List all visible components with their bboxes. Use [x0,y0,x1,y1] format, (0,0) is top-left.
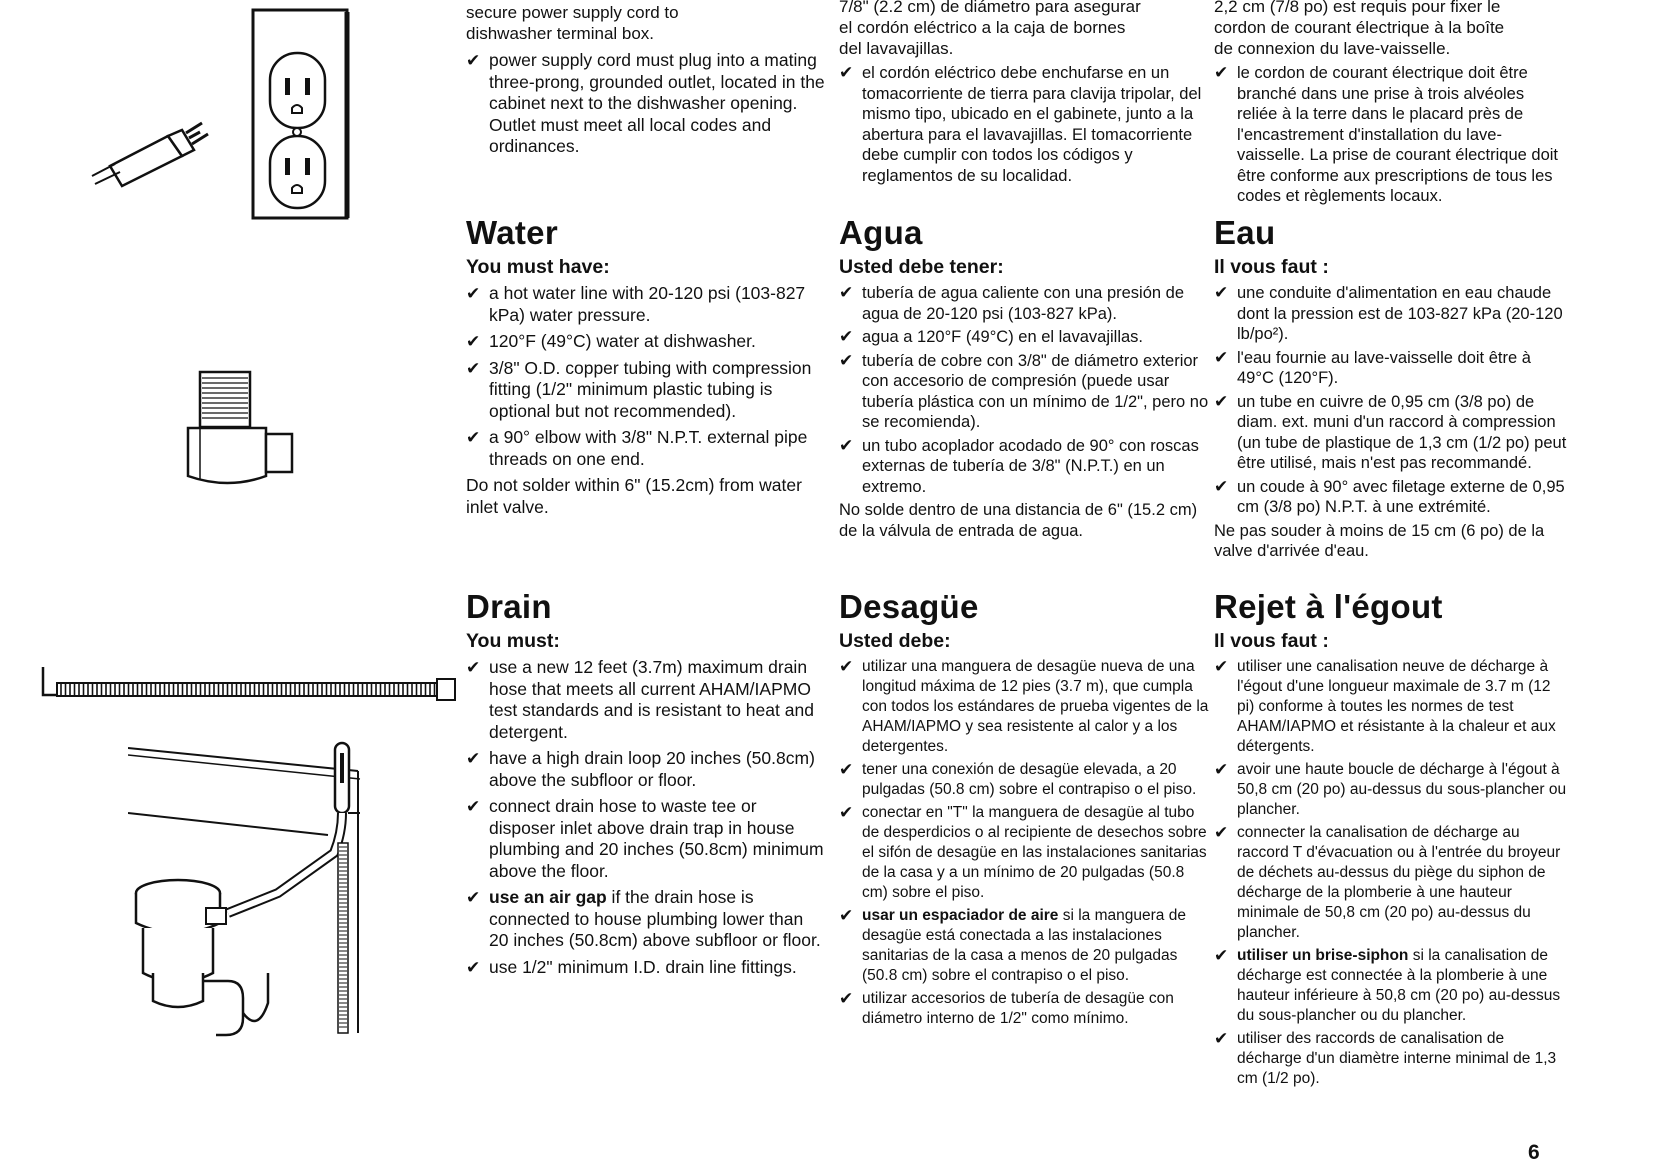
list-item: ✔ un tubo acoplador acodado de 90° con roscas externas de tubería de 3/8" (N.P.T.) en un extremo. [839,436,1209,498]
spanish-top-line: el cordón eléctrico a la caja de bornes [839,18,1126,37]
drain-heading: Desagüe [839,588,979,625]
water-heading: Eau [1214,214,1276,251]
english-top-line: secure power supply cord to [466,3,679,22]
list-item: ✔ un coude à 90° avec filetage externe de 0,95 cm (3/8 po) N.P.T. à une extrémité. [1214,477,1569,518]
list-item: ✔ utilizar una manguera de desagüe nueva de una longitud máxima de 12 pies (3.7 m), que cumpla con todos los estándares de prueba vigentes de la AHAM/IAPMO y sea resistente al calor y a los detergentes. [839,657,1209,757]
english-top-line: dishwasher terminal box. [466,24,655,43]
air-gap-emphasis: use an air gap [489,887,607,907]
water-subheading: Usted debe tener: [839,256,1004,278]
air-gap-text: if the drain hose is connected to house plumbing lower than 20 inches (50.8cm) above subfloor or floor. [489,887,821,950]
spanish-outlet-item: ✔ el cordón eléctrico debe enchufarse en un tomacorriente de tierra para clavija tripolar, del mismo tipo, ubicado en el gabinete, junto a la abertura para el lavavajillas. El tomacorriente debe cumplir con todos los códigos y reglamentos de su localidad. [839,63,1209,186]
french-top-line: cordon de courant électrique à la boîte [1214,18,1505,37]
drain-hose-illustration [35,663,460,708]
solder-note: Do not solder within 6" (15.2cm) from water inlet valve. [466,475,802,517]
drain-subheading: Il vous faut : [1214,630,1329,652]
list-item: ✔ use a new 12 feet (3.7m) maximum drain hose that meets all current AHAM/IAPMO test standards and is resistant to heat and detergent. [466,657,826,743]
drain-subheading: Usted debe: [839,630,951,652]
list-item: ✔ tubería de agua caliente con una presión de agua de 20-120 psi (103-827 kPa). [839,283,1209,324]
list-item: ✔ tubería de cobre con 3/8" de diámetro exterior con accesorio de compresión (puede usar tubería plástica con un mínimo de 1/2", pero no se recomienda). [839,351,1209,433]
french-water-section [1214,214,1569,562]
french-drain-section [1214,588,1569,1092]
list-item: ✔ l'eau fournie au lave-vaisselle doit être à 49°C (120°F). [1214,348,1569,389]
list-item [466,887,826,952]
air-gap-emphasis: usar un espaciador de aire [862,907,1059,924]
list-item: ✔ a 90° elbow with 3/8" N.P.T. external pipe threads on one end. [466,427,826,470]
drain-heading: Rejet à l'égout [1214,588,1443,625]
spanish-top-line: 7/8" (2.2 cm) de diámetro para asegurar [839,0,1141,16]
water-subheading: You must have: [466,256,610,278]
list-item: ✔ a hot water line with 20-120 psi (103-827 kPa) water pressure. [466,283,826,326]
spanish-top-line: del lavavajillas. [839,39,954,58]
french-top-line: de connexion du lave-vaisselle. [1214,39,1451,58]
drain-subheading: You must: [466,630,560,652]
water-heading: Agua [839,214,923,251]
air-gap-emphasis: utiliser un brise-siphon [1237,947,1409,964]
french-outlet-item: ✔ le cordon de courant électrique doit être branché dans une prise à trois alvéoles reliée à la terre dans le placard près de l'encastrement d'installation du lave-vaisselle. La prise de courant électrique doit être conforme aux prescriptions de tous les codes et règlements locaux. [1214,63,1569,207]
list-item: ✔ connecter la canalisation de décharge au raccord T d'évacuation ou à l'entrée du broyeur de déchets au-dessus du piège du siphon de décharge de la plomberie à une hauteur minimale de 50,8 cm (20 po) au-dessus du plancher. [1214,823,1569,943]
list-item: ✔ un tube en cuivre de 0,95 cm (3/8 po) de diam. ext. muni d'un raccord à compression (un tube de plastique de 1,3 cm (1/2 po) peut être utilisé, mais n'est pas recommandé. [1214,392,1569,474]
list-item: ✔ have a high drain loop 20 inches (50.8cm) above the subfloor or floor. [466,748,826,791]
list-item: ✔ 3/8" O.D. copper tubing with compression fitting (1/2" minimum plastic tubing is optional but not recommended). [466,358,826,423]
air-gap-text: si la manguera de desagüe está conectada a las instalaciones sanitarias de la casa a menos de 20 pulgadas (50.8 cm) sobre el contrapiso o el piso. [862,907,1186,984]
list-item: ✔ utilizar accesorios de tubería de desagüe con diámetro interno de 1/2" como mínimo. [839,989,1209,1029]
list-item: ✔ 120°F (49°C) water at dishwasher. [466,331,826,353]
list-item: ✔ utiliser des raccords de canalisation de décharge d'un diamètre interne minimal de 1,3 cm (1/2 po). [1214,1029,1569,1089]
drain-loop-disposer-illustration [128,733,388,1043]
list-item: ✔ agua a 120°F (49°C) en el lavavajillas. [839,327,1209,348]
list-item: ✔ connect drain hose to waste tee or disposer inlet above drain trap in house plumbing and 20 inches (50.8cm) minimum above the floor. [466,796,826,882]
english-drain-section [466,588,826,983]
list-item [1214,946,1569,1026]
page-number: 6 [1528,1141,1540,1164]
water-subheading: Il vous faut : [1214,256,1329,278]
air-gap-text: si la canalisation de décharge est connectée à la plomberie à une hauteur inférieure à 50,8 cm (20 po) au-dessus du sous-plancher ou du plancher. [1237,947,1561,1024]
solder-note: Ne pas souder à moins de 15 cm (6 po) de la valve d'arrivée d'eau. [1214,521,1545,560]
outlet-and-plug-illustration [90,8,360,223]
french-top-line: 2,2 cm (7/8 po) est requis pour fixer le [1214,0,1501,16]
list-item: ✔ tener una conexión de desagüe elevada, a 20 pulgadas (50.8 cm) sobre el contrapiso o el piso. [839,760,1209,800]
elbow-fitting-illustration [180,368,305,493]
list-item: ✔ use 1/2" minimum I.D. drain line fittings. [466,957,826,979]
english-water-section [466,214,826,518]
english-outlet-item: ✔ power supply cord must plug into a mating three-prong, grounded outlet, located in the cabinet next to the dishwasher opening. Outlet must meet all local codes and ordinances. [466,50,826,158]
solder-note: No solde dentro de una distancia de 6" (15.2 cm) de la válvula de entrada de agua. [839,501,1198,540]
list-item [839,906,1209,986]
list-item: ✔ avoir une haute boucle de décharge à l'égout à 50,8 cm (20 po) au-dessus du sous-plancher ou plancher. [1214,760,1569,820]
list-item: ✔ conectar en "T" la manguera de desagüe al tubo de desperdicios o al recipiente de desechos sobre el sifón de desagüe en las instalaciones sanitarias de la casa y a un mínimo de 20 pulgadas (50.8 cm) sobre el piso. [839,803,1209,903]
list-item: ✔ une conduite d'alimentation en eau chaude dont la pression est de 103-827 kPa (20-120 lb/po²). [1214,283,1569,345]
water-heading: Water [466,214,558,251]
drain-heading: Drain [466,588,552,625]
spanish-water-section [839,214,1209,541]
list-item: ✔ utiliser une canalisation neuve de décharge à l'égout d'une longueur maximale de 3.7 m (12 pi) conforme à toutes les normes de test AHAM/IAPMO et résistante à la chaleur et aux détergents. [1214,657,1569,757]
spanish-drain-section [839,588,1209,1032]
